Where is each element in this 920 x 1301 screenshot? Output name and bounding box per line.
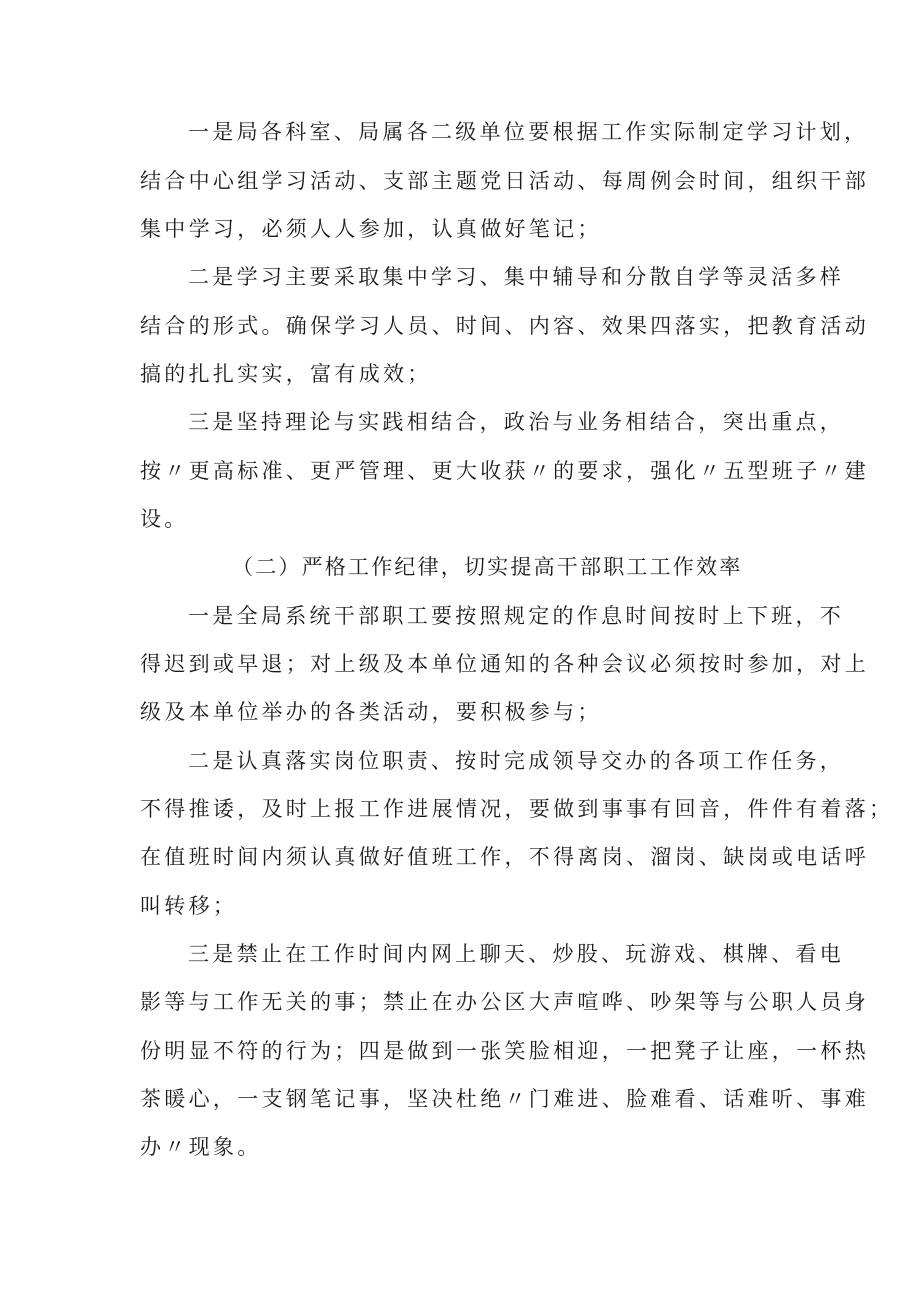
paragraph-3-line-3: 设。 — [140, 507, 189, 531]
paragraph-5-line-1: 二是认真落实岗位职责、按时完成领导交办的各项工作任务， — [188, 749, 845, 773]
paragraph-6-line-5: 办〃现象。 — [140, 1135, 262, 1159]
paragraph-1-line-2: 结合中心组学习活动、支部主题党日活动、每周例会时间，组织干部 — [140, 169, 869, 193]
paragraph-2-line-1: 二是学习主要采取集中学习、集中辅导和分散自学等灵活多样 — [188, 265, 845, 289]
section-heading: （二）严格工作纪律，切实提高干部职工工作效率 — [232, 555, 743, 579]
paragraph-5-line-3: 在值班时间内须认真做好值班工作，不得离岗、溜岗、缺岗或电话呼 — [140, 845, 869, 869]
paragraph-6-line-3: 份明显不符的行为；四是做到一张笑脸相迎，一把凳子让座，一杯热 — [140, 1039, 869, 1063]
paragraph-6-line-2: 影等与工作无关的事；禁止在办公区大声喧哗、吵架等与公职人员身 — [140, 990, 869, 1014]
paragraph-2-line-2: 结合的形式。确保学习人员、时间、内容、效果四落实，把教育活动 — [140, 314, 869, 338]
paragraph-6-line-1: 三是禁止在工作时间内网上聊天、炒股、玩游戏、棋牌、看电 — [188, 942, 845, 966]
paragraph-3-line-2: 按〃更高标准、更严管理、更大收获〃的要求，强化〃五型班子〃建 — [140, 459, 869, 483]
paragraph-6-line-4: 茶暖心，一支钢笔记事，坚决杜绝〃门难进、脸难看、话难听、事难 — [140, 1087, 869, 1111]
paragraph-4-line-3: 级及本单位举办的各类活动，要积极参与； — [140, 700, 602, 724]
paragraph-5-line-4: 叫转移； — [140, 894, 238, 918]
paragraph-4-line-2: 得迟到或早退；对上级及本单位通知的各种会议必须按时参加，对上 — [140, 652, 869, 676]
paragraph-4-line-1: 一是全局系统干部职工要按照规定的作息时间按时上下班，不 — [188, 604, 845, 628]
paragraph-1-line-1: 一是局各科室、局属各二级单位要根据工作实际制定学习计划， — [188, 120, 869, 144]
paragraph-2-line-3: 搞的扎扎实实，富有成效； — [140, 362, 432, 386]
paragraph-5-line-2: 不得推诿，及时上报工作进展情况，要做到事事有回音，件件有着落； — [140, 797, 894, 821]
paragraph-1-line-3: 集中学习，必须人人参加，认真做好笔记； — [140, 217, 602, 241]
paragraph-3-line-1: 三是坚持理论与实践相结合，政治与业务相结合，突出重点， — [188, 410, 845, 434]
